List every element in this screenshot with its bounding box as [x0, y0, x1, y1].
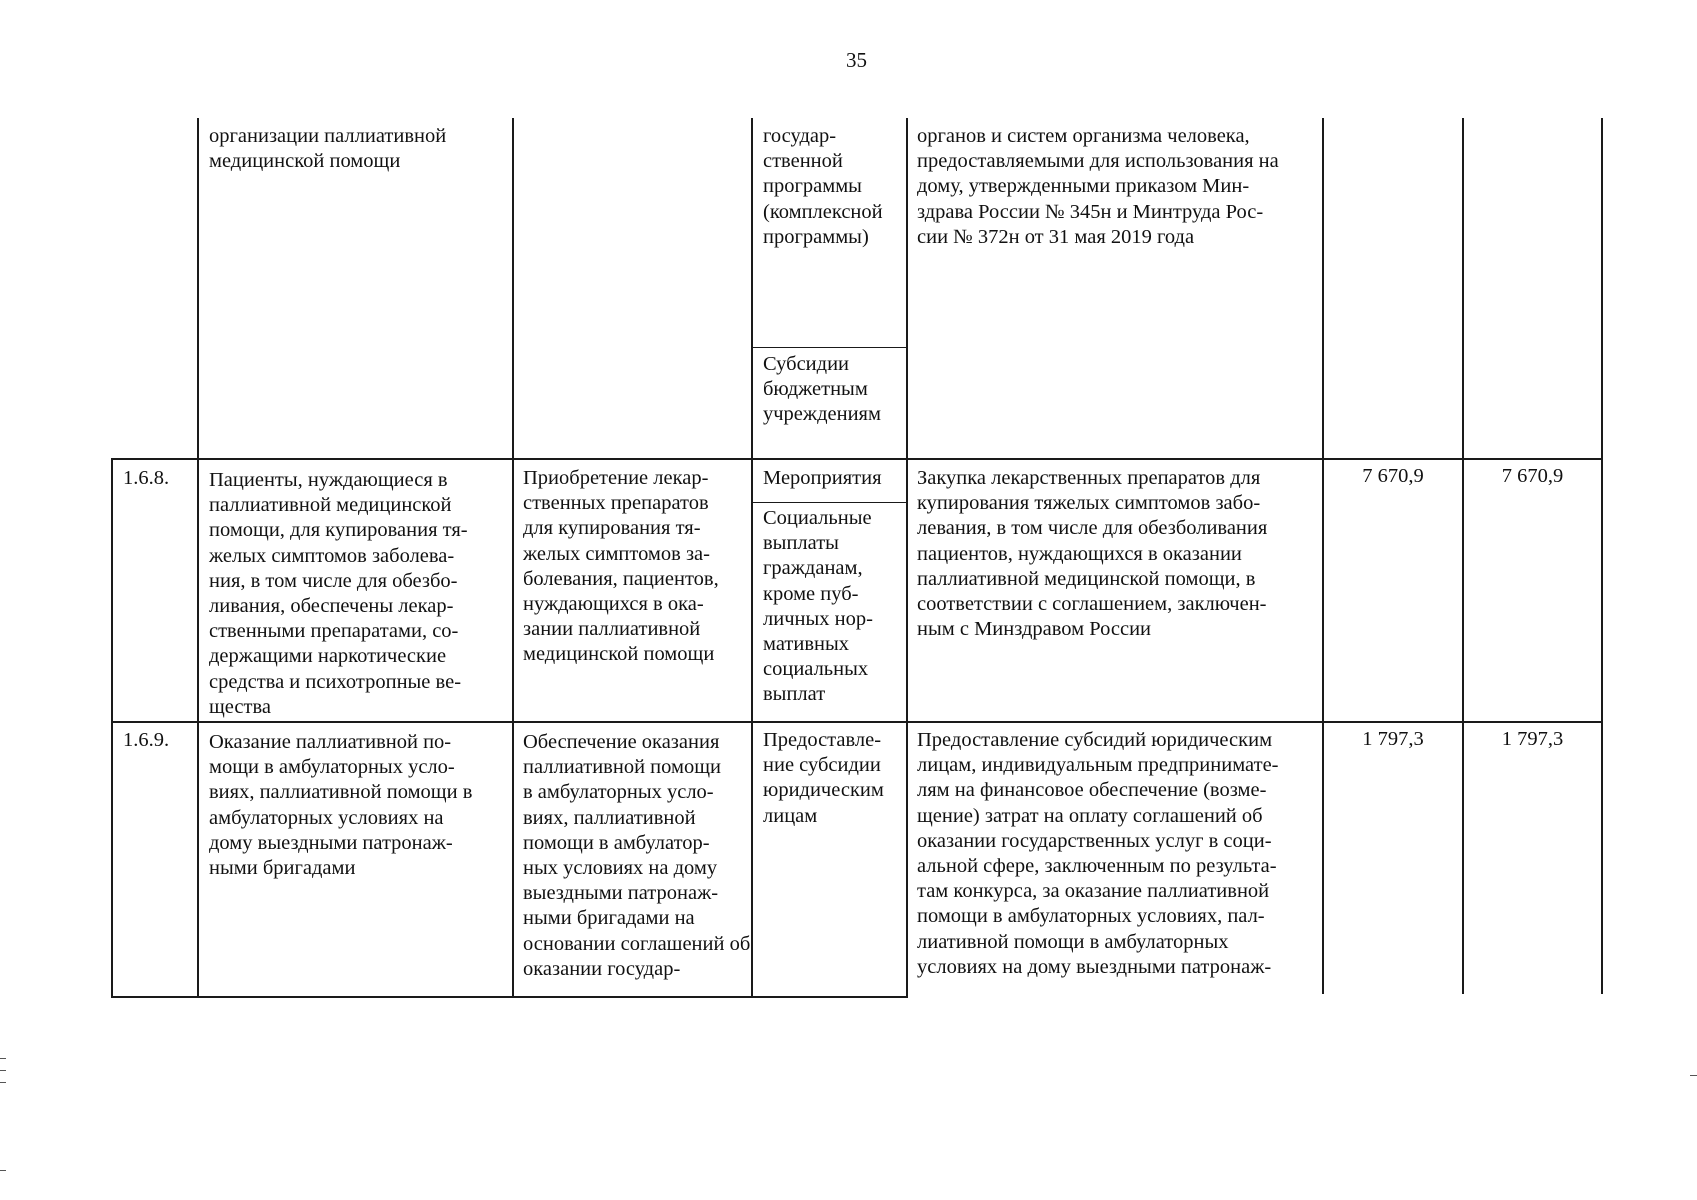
col-line-6 [1462, 118, 1464, 994]
row-1-value-2: 7 670,9 [1501, 465, 1564, 487]
continued-description: органов и систем организма человека, предоставляемыми для использования на дому, утвержденными приказом Мин- здрава России № 345н и Минтруда Рос- сии № 372н от 31 мая 2019 года [917, 125, 1279, 248]
row-line-5 [111, 996, 908, 998]
row-1-type-top: Мероприятия [763, 467, 882, 489]
row-1-description: Закупка лекарственных препаратов для купирования тяжелых симптомов забо- левания, в том числе для обезболивания пациентов, нуждающихся в оказании паллиативной медицинской помощи, в соответствии с соглашением, заключен- ным с Минздравом России [917, 467, 1268, 641]
row-line-3 [753, 502, 908, 503]
row-1-measure: Приобретение лекар- ственных препаратов для купирования тя- желых симптомов за- болевания, пациентов, нуждающихся в ока- зании паллиативной медицинской помощи [523, 467, 719, 666]
row-2-value-1: 1 797,3 [1362, 728, 1424, 750]
row-1-type-bottom: Социальные выплаты гражданам, кроме пуб- личных нор- мативных социальных выплат [763, 507, 873, 706]
row-2-description: Предоставление субсидий юридическим лицам, индивидуальным предпринимате- лям на финансовое обеспечение (возме- щение) затрат на оплату соглашений об оказании государственных услуг в соци- альной сфере, заключенным по результа- там конкурса, за оказание паллиативной помощи в амбулаторных условиях, пал- лиативной помощи в амбулаторных условиях на дому выездными патронаж- [917, 729, 1279, 978]
row-line-1 [753, 347, 908, 348]
continued-result: организации паллиативной медицинской помощи [209, 125, 447, 173]
row-2-measure: Обеспечение оказания паллиативной помощи в амбулаторных усло- виях, паллиативной помощи в амбулатор- ных условиях на дому выездными патронаж- ными бригадами на основании соглашений об оказании государ- [523, 731, 751, 980]
page-number: 35 [846, 48, 867, 72]
row-1-number: 1.6.8. [123, 467, 170, 489]
row-line-2 [111, 458, 1603, 460]
col-line-5 [1322, 118, 1324, 994]
col-line-0 [111, 458, 113, 998]
col-line-1 [197, 118, 199, 998]
row-1-result: Пациенты, нуждающиеся в паллиативной медицинской помощи, для купирования тя- желых симптомов заболева- ния, в том числе для обезбо- ливания, обеспечены лекар- ственными препаратами, со- держащими наркотические средства и психотропные ве- щества [209, 469, 468, 718]
col-line-7 [1601, 118, 1603, 994]
row-2-result: Оказание паллиативной по- мощи в амбулаторных усло- виях, паллиативной помощи в амбулаторных условиях на дому выездными патронаж- ными бригадами [209, 731, 473, 880]
row-2-value-2: 1 797,3 [1501, 728, 1564, 750]
row-2-type-top: Предоставле- ние субсидии юридическим лицам [763, 729, 884, 827]
row-1-value-1: 7 670,9 [1362, 465, 1424, 487]
continued-type-bottom: Субсидии бюджетным учреждениям [763, 353, 881, 426]
row-line-4 [111, 721, 1603, 723]
continued-type-top: государ- ственной программы (комплексной программы) [763, 125, 883, 248]
col-line-3 [751, 118, 753, 996]
col-line-2 [512, 118, 514, 998]
row-2-number: 1.6.9. [123, 729, 170, 751]
